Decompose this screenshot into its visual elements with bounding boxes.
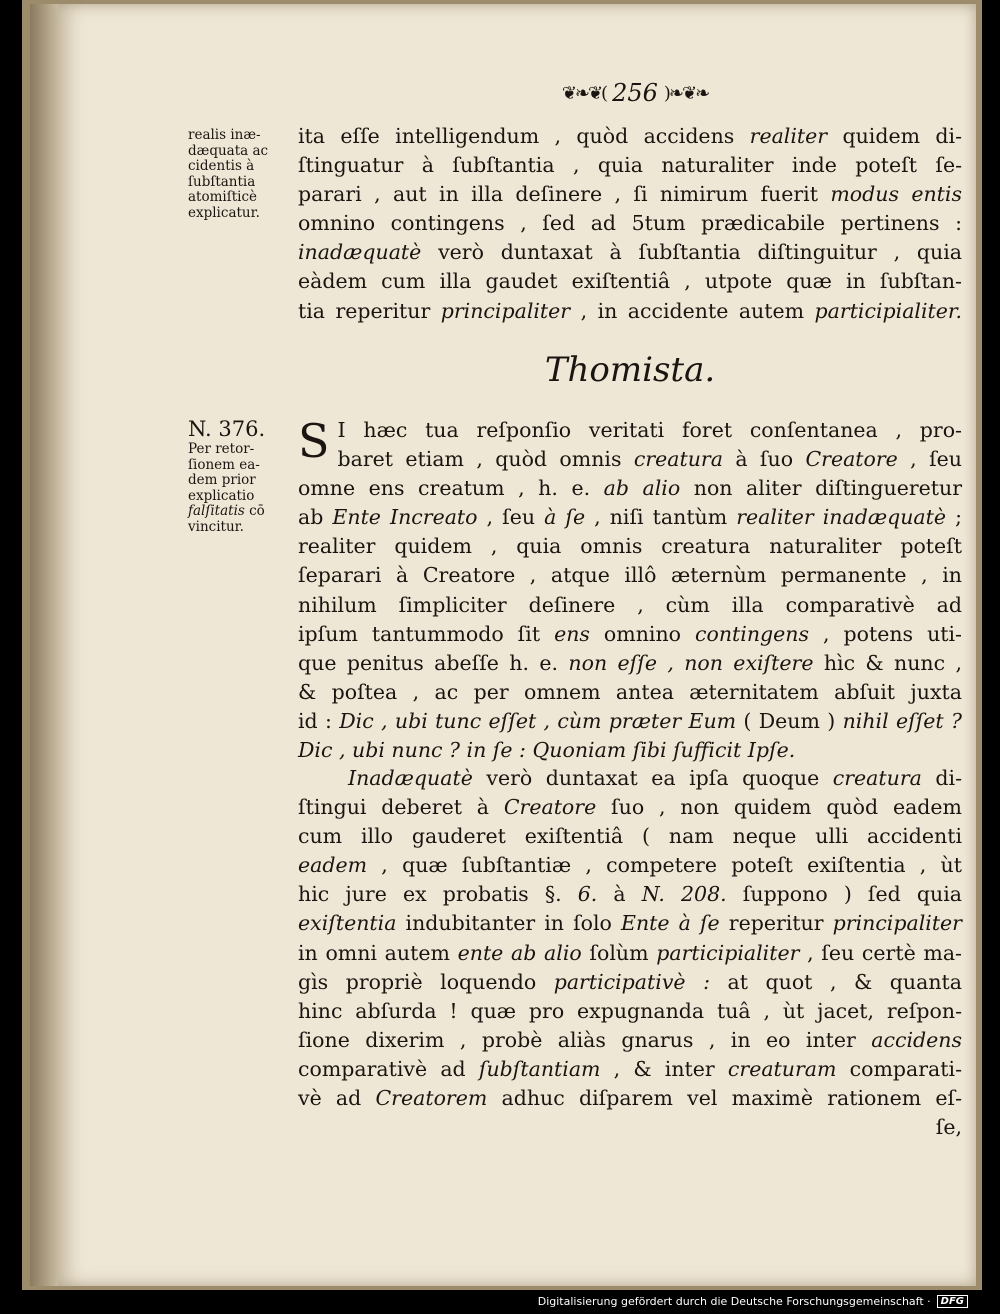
- italic-run: creaturam: [727, 1056, 837, 1081]
- text-run: parari , aut in illa deſinere , ſi nimirum fuerit: [298, 182, 831, 207]
- margin-note-line: atomiſticè: [188, 189, 258, 205]
- page-number: 256: [612, 79, 658, 107]
- text-line: [298, 1084, 962, 1113]
- text-run: , in accidente autem: [570, 298, 815, 323]
- margin-note-line: explicatio: [188, 487, 255, 504]
- text-run: ſtingui deberet à: [298, 795, 504, 820]
- margin-note-line: dem prior: [188, 472, 256, 488]
- text-run: , niſi tantùm: [585, 505, 737, 530]
- text-run: omne ens creatum , h. e.: [298, 476, 604, 501]
- text-run: hic jure ex probatis §.: [298, 882, 578, 907]
- italic-run: realiter inadæquatè: [736, 505, 947, 530]
- text-run: omnino: [589, 621, 695, 646]
- italic-run: N. 208.: [641, 882, 727, 907]
- text-line: [298, 620, 962, 649]
- text-run: reperitur: [719, 911, 833, 936]
- drop-cap: S: [298, 414, 330, 468]
- italic-run: à ſe: [544, 505, 586, 530]
- text-run: à: [597, 882, 642, 907]
- text-run: ( Deum ): [736, 708, 843, 733]
- header-ornament-right: )❧❦❧: [663, 82, 709, 104]
- italic-run: creatura: [832, 766, 922, 790]
- text-run: tia reperitur: [298, 298, 441, 323]
- text-line: [298, 503, 962, 532]
- text-line: [298, 122, 962, 151]
- text-line: ſe,: [935, 1115, 962, 1140]
- text-line: & poſtea , ac per omnem antea æternitatem abſuit juxta: [298, 679, 962, 704]
- text-line: [298, 880, 962, 909]
- margin-note-line: vincitur.: [188, 518, 244, 535]
- margin-note-line: cidentis à: [188, 158, 255, 174]
- text-run: ita eſſe intelligendum , quòd accidens: [298, 124, 750, 148]
- text-run: di-: [921, 766, 962, 790]
- italic-run: participialiter: [656, 940, 800, 965]
- text-line: [298, 180, 962, 209]
- text-run: ipſum tantummodo ſit: [298, 621, 555, 646]
- italic-run: ente ab alio: [457, 940, 582, 965]
- text-line: [298, 238, 962, 267]
- margin-note-line: Per retor-: [188, 441, 255, 457]
- italic-run: eadem: [298, 853, 368, 878]
- margin-note-line: dæquata ac: [188, 142, 269, 159]
- text-line: [298, 474, 962, 503]
- text-run: ſuo , non quidem quòd eadem: [596, 795, 962, 820]
- italic-run: accidens: [871, 1027, 962, 1052]
- text-run: vè ad: [298, 1086, 376, 1111]
- margin-note-line: ſubſtantia: [188, 173, 256, 190]
- text-line: [298, 445, 962, 474]
- italic-run: Inadæquatè: [348, 766, 473, 790]
- italic-run: 6.: [577, 882, 598, 907]
- italic-run: Creatorem: [375, 1086, 488, 1111]
- margin-note-1: [188, 128, 288, 221]
- text-line: nihilum ſimpliciter deſinere , cùm illa comparativè ad: [298, 592, 962, 617]
- funding-credit-text: Digitalisierung gefördert durch die Deutsche Forschungsgemeinschaft ·: [537, 1294, 931, 1308]
- italic-run: Dic , ubi tunc eſſet , cùm præter Eum: [339, 708, 737, 733]
- italic-run: realiter: [749, 124, 828, 148]
- paragraph-1: [298, 122, 962, 326]
- text-run: quidem di-: [827, 124, 962, 148]
- italic-run: ab alio: [603, 476, 681, 501]
- text-run: indubitanter in ſolo: [396, 911, 621, 936]
- text-run: ſuppono ) ſed quia: [726, 882, 962, 907]
- margin-note-italic: falſitatis: [188, 503, 245, 519]
- paragraph-3: [298, 764, 962, 1142]
- footer-credit: [538, 1292, 968, 1310]
- text-run: à ſuo: [722, 447, 806, 472]
- italic-run: nihil eſſet ?: [842, 708, 962, 733]
- margin-note-line: explicatur.: [188, 204, 260, 221]
- text-line: [298, 909, 962, 938]
- italic-run: principaliter: [440, 298, 571, 323]
- italic-run: participativè :: [553, 969, 710, 994]
- section-heading: Thomista.: [544, 350, 716, 390]
- page-edge: [30, 4, 60, 1286]
- text-line: [298, 851, 962, 880]
- italic-run: ſubſtantiam: [478, 1056, 601, 1081]
- italic-run: contingens: [695, 621, 810, 646]
- text-run: gìs propriè loquendo: [298, 969, 554, 994]
- italic-run: Ente Increato: [332, 505, 478, 530]
- dfg-logo: DFG: [937, 1295, 968, 1308]
- text-line: [298, 968, 962, 997]
- header-ornament-left: ❦❧❦(: [561, 82, 607, 104]
- text-line: cum illo gauderet exiſtentiâ ( nam neque ulli accidenti: [298, 824, 962, 849]
- text-run: non aliter diſtingueretur: [680, 476, 962, 501]
- italic-run: exiſtentia: [298, 911, 397, 936]
- margin-note-line: [188, 504, 288, 520]
- italic-run: Creatore: [805, 447, 898, 472]
- italic-run: Creatore: [503, 795, 597, 820]
- text-run: verò duntaxat à ſubſtantia diſtinguitur , quia: [421, 240, 962, 265]
- italic-run: Ente à ſe: [621, 911, 720, 936]
- text-run: , quæ ſubſtantiæ , competere poteſt exiſtentia , ùt: [367, 853, 962, 878]
- text-run: ſolùm: [581, 940, 657, 965]
- text-run: ab: [298, 505, 333, 530]
- italic-run: Dic , ubi nunc ? in ſe : Quoniam ſibi ſufficit Ipſe.: [298, 738, 796, 763]
- text-run: que penitus abeſſe h. e.: [298, 650, 569, 675]
- margin-note-2: [188, 416, 288, 535]
- text-run: , ſeu: [477, 505, 545, 530]
- text-line: ſeparari à Creatore , atque illô æternùm permanente , in: [298, 563, 962, 588]
- text-line: [298, 736, 962, 765]
- paragraph-2: [298, 416, 962, 765]
- italic-run: participialiter.: [814, 298, 962, 323]
- text-run: baret etiam , quòd omnis: [337, 447, 634, 472]
- text-line: [298, 1055, 962, 1084]
- margin-note-line: realis inæ-: [188, 127, 261, 143]
- italic-run: principaliter: [832, 911, 962, 936]
- italic-run: inadæquatè: [298, 240, 422, 265]
- text-line: [298, 707, 962, 736]
- text-line: [298, 649, 962, 678]
- text-run: in omni autem: [298, 940, 458, 965]
- text-line: [298, 793, 962, 822]
- text-run: id :: [298, 708, 340, 733]
- italic-run: ens: [554, 621, 590, 646]
- italic-run: creatura: [633, 447, 723, 472]
- text-run: , ſeu certè ma-: [799, 940, 962, 965]
- page-header: [530, 76, 740, 110]
- margin-note-tail: cō: [244, 503, 265, 519]
- text-line: eàdem cum illa gaudet exiſtentiâ , utpote quæ in ſubſtan-: [298, 269, 962, 294]
- text-run: , ſeu: [897, 447, 962, 472]
- text-line: [298, 297, 962, 326]
- text-run: verò duntaxat ea ipſa quoque: [472, 766, 833, 790]
- text-line: omnino contingens , ſed ad 5tum prædicabile pertinens :: [298, 211, 962, 236]
- text-run: ;: [946, 505, 962, 530]
- text-run: , & inter: [600, 1056, 728, 1081]
- text-line: hinc abſurda ! quæ pro expugnanda tuâ , ùt jacet, reſpon-: [298, 998, 962, 1023]
- text-line: [298, 1026, 962, 1055]
- italic-run: non eſſe , non exiſtere: [568, 650, 814, 675]
- text-run: hìc & nunc ,: [813, 650, 962, 675]
- margin-note-line: ſionem ea-: [188, 456, 260, 473]
- text-line: [298, 764, 962, 793]
- text-run: , potens uti-: [809, 621, 962, 646]
- text-run: ſione dixerim , probè aliàs gnarus , in eo inter: [298, 1027, 872, 1052]
- italic-run: modus entis: [830, 182, 962, 207]
- text-run: comparati-: [836, 1056, 963, 1081]
- text-line: ſtinguatur à ſubſtantia , quia naturaliter inde poteſt ſe-: [298, 153, 962, 178]
- text-run: adhuc diſparem vel maximè rationem eſ-: [487, 1086, 963, 1111]
- text-run: at quot , & quanta: [709, 969, 962, 994]
- paragraph-number: N. 376.: [188, 417, 266, 441]
- text-line: [298, 939, 962, 968]
- text-line: realiter quidem , quia omnis creatura naturaliter poteſt: [298, 534, 962, 559]
- text-run: comparativè ad: [298, 1056, 479, 1081]
- text-line: I hæc tua reſponſio veritati foret conſentanea , pro-: [337, 418, 962, 442]
